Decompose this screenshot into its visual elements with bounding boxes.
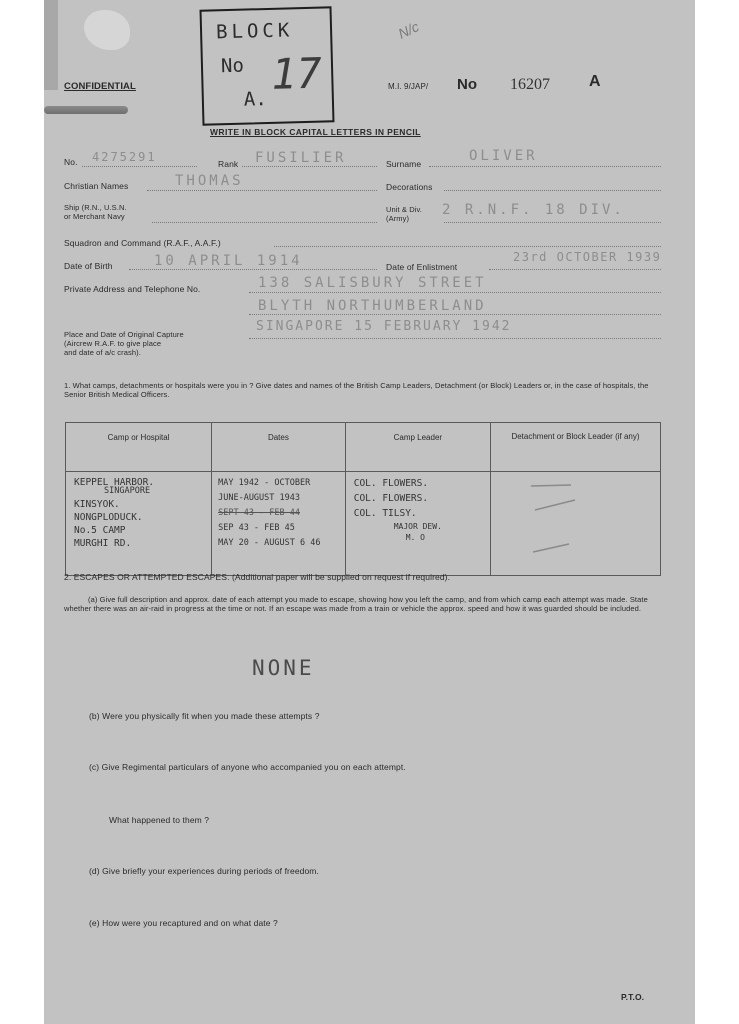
- q1-text: 1. What camps, detachments or hospitals were you in ? Give dates and names of the British Camp Leaders, Detachment (or Block) Leaders or, in the case of hospitals, the Senior British Medical Officers.: [64, 381, 649, 399]
- q2c-text: (c) Give Regimental particulars of anyone who accompanied you on each attempt.: [89, 762, 406, 772]
- stamp-block-number: 17: [270, 48, 323, 99]
- dob-value: 10 APRIL 1914: [154, 253, 303, 269]
- surname-value: OLIVER: [469, 148, 538, 164]
- dob-label: Date of Birth: [64, 261, 113, 271]
- no-value: 4275291: [92, 150, 157, 164]
- unit-label-line2: (Army): [386, 214, 410, 223]
- date-entry: JUNE-AUGUST 1943: [218, 493, 300, 503]
- christian-names-value: THOMAS: [175, 173, 244, 189]
- serial-number: 16207: [510, 76, 550, 93]
- staple-rust-mark: [44, 106, 128, 114]
- christian-names-label: Christian Names: [64, 181, 129, 191]
- camp-entry: MURGHI RD.: [74, 538, 132, 549]
- surname-label: Surname: [386, 159, 422, 169]
- ship-label-line2: or Merchant Navy: [64, 212, 125, 221]
- pto-label: P.T.O.: [621, 992, 645, 1002]
- col-header-leader: Camp Leader: [345, 423, 490, 472]
- page-edge-shadow: [44, 0, 58, 90]
- serial-no-label: No: [457, 76, 477, 93]
- dates-cell: [212, 472, 346, 576]
- camps-table: [65, 422, 661, 576]
- stamp-a-text: A.: [243, 88, 268, 111]
- block-stamp: [200, 6, 335, 125]
- enlistment-label: Date of Enlistment: [386, 262, 458, 272]
- q2a-answer: NONE: [252, 656, 315, 680]
- stamp-no-text: No: [220, 54, 245, 78]
- capture-label-line2: (Aircrew R.A.F. to give place: [64, 339, 162, 348]
- address-line2: BLYTH NORTHUMBERLAND: [258, 298, 487, 314]
- serial-suffix: A: [589, 73, 601, 90]
- date-entry: SEPT 43 - FEB 44: [218, 508, 300, 518]
- q2d-text: (d) Give briefly your experiences during periods of freedom.: [89, 866, 319, 876]
- unit-value: 2 R.N.F. 18 DIV.: [442, 202, 625, 218]
- camp-entry: KINSYOK.: [74, 499, 120, 510]
- capture-value: SINGAPORE 15 FEBRUARY 1942: [256, 319, 512, 334]
- instruction-heading: WRITE IN BLOCK CAPITAL LETTERS IN PENCIL: [210, 127, 421, 137]
- camp-entry: NONGPLODUCK.: [74, 512, 143, 523]
- date-entry: SEP 43 - FEB 45: [218, 523, 295, 533]
- enlistment-value: 23rd OCTOBER 1939: [513, 250, 662, 264]
- decorations-label: Decorations: [386, 182, 433, 192]
- date-list: [212, 472, 345, 551]
- leader-entry: COL. TILSY.: [353, 508, 417, 519]
- pencil-mark: N/c: [395, 18, 422, 42]
- stamp-block-text: BLOCK: [215, 19, 294, 44]
- col-header-dates: Dates: [212, 423, 346, 472]
- col-header-detachment: Detachment or Block Leader (if any): [490, 423, 660, 472]
- camp-entry: No.5 CAMP: [74, 525, 126, 536]
- q2b-text: (b) Were you physically fit when you made these attempts ?: [89, 711, 320, 721]
- unit-label-line1: Unit & Div.: [386, 205, 422, 214]
- q2e-text: (e) How were you recaptured and on what date ?: [89, 918, 278, 928]
- camps-table-body-row: [66, 472, 661, 576]
- ship-label-line1: Ship (R.N., U.S.N.: [64, 203, 127, 212]
- camp-entry: KEPPEL HARBOR.: [74, 477, 155, 488]
- detachment-cell: [490, 472, 660, 576]
- col-header-camp: Camp or Hospital: [66, 423, 212, 472]
- camp-entry: SINGAPORE: [104, 486, 151, 496]
- paper-tear: [84, 10, 130, 50]
- confidential-label: CONFIDENTIAL: [64, 81, 136, 92]
- camps-cell: [66, 472, 212, 576]
- q2c-followup-text: What happened to them ?: [109, 815, 210, 825]
- date-entry: MAY 20 - AUGUST 6 46: [218, 538, 321, 548]
- form-code: M.I. 9/JAP/: [388, 82, 429, 91]
- camp-list: [66, 472, 211, 550]
- squadron-label: Squadron and Command (R.A.F., A.A.F.): [64, 238, 221, 248]
- date-entry: MAY 1942 - OCTOBER: [218, 478, 311, 488]
- leader-entry: COL. FLOWERS.: [353, 493, 429, 504]
- capture-label: [64, 330, 254, 357]
- leader-list: [346, 472, 490, 543]
- q2a-text: (a) Give full description and approx. date of each attempt you made to escape, showing how you left the camp, and from which camp each attempt was made. State whether there was an air-raid in progress at the time or not. If an escape was made from a train or vehicle the approx. speed and how it was guarded should be included.: [64, 595, 648, 613]
- rank-label: Rank: [218, 159, 239, 169]
- capture-label-line1: Place and Date of Original Capture: [64, 330, 184, 339]
- leaders-cell: [345, 472, 490, 576]
- rank-value: FUSILIER: [255, 150, 347, 166]
- form-page: [44, 0, 695, 1024]
- address-label: Private Address and Telephone No.: [64, 284, 201, 294]
- address-line1: 138 SALISBURY STREET: [258, 275, 487, 291]
- ship-label: [64, 203, 164, 221]
- leader-entry: MAJOR DEW.: [393, 522, 442, 531]
- leader-entry: M. O: [405, 533, 425, 542]
- q2-heading: 2. ESCAPES OR ATTEMPTED ESCAPES. (Additional paper will be supplied on request if required).: [64, 572, 451, 582]
- detachment-dash-marks: [491, 472, 660, 570]
- no-label: No.: [64, 157, 78, 167]
- camps-table-header-row: [66, 423, 661, 472]
- leader-entry: COL. FLOWERS.: [353, 478, 429, 489]
- capture-label-line3: and date of a/c crash).: [64, 348, 141, 357]
